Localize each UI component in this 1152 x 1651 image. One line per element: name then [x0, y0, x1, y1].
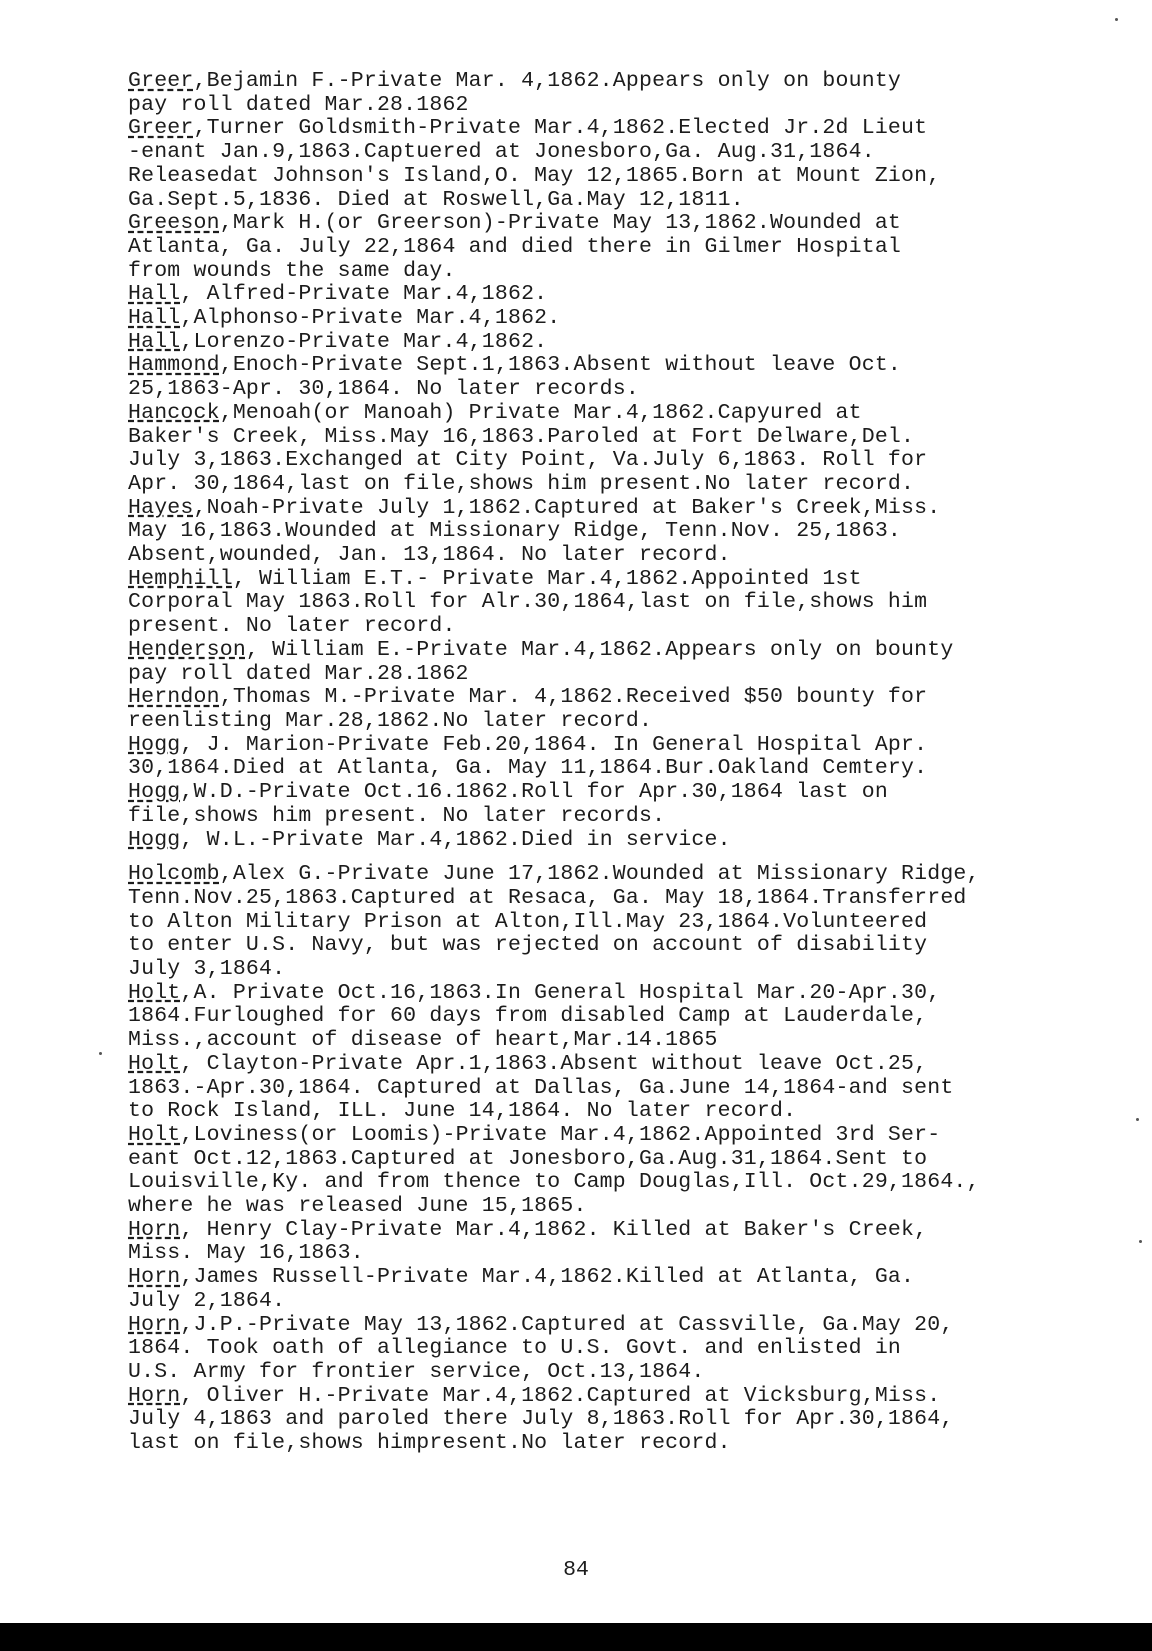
entry-line — [128, 354, 1098, 378]
roster-entry — [128, 1124, 1098, 1219]
page-number: 84 — [563, 1558, 589, 1582]
scan-speck — [1139, 1240, 1142, 1243]
roster-entry — [128, 117, 1098, 212]
roster-entry — [128, 1219, 1098, 1266]
surname: Hogg — [128, 827, 181, 852]
entry-text: , Clayton-Private Apr.1,1863.Absent without leave Oct.25, — [180, 1051, 928, 1076]
roster-entry — [128, 70, 1098, 117]
entry-line — [128, 331, 1098, 355]
entry-line — [128, 1385, 1098, 1409]
roster-entry — [128, 829, 1098, 853]
entry-line — [128, 1053, 1098, 1077]
entry-line: U.S. Army for frontier service, Oct.13,1864. — [128, 1359, 705, 1384]
scan-speck — [1115, 18, 1118, 21]
entry-line — [128, 982, 1098, 1006]
entry-line: 1864.Furloughed for 60 days from disabled Camp at Lauderdale, — [128, 1004, 928, 1029]
entry-text: , Alfred-Private Mar.4,1862. — [180, 282, 548, 307]
entry-line — [128, 402, 1098, 426]
entry-text: ,J.P.-Private May 13,1862.Captured at Cassville, Ga.May 20, — [180, 1312, 954, 1337]
surname: Holcomb — [128, 862, 220, 887]
entry-text: , William E.T.- Private Mar.4,1862.Appointed 1st — [232, 566, 862, 591]
roster-entry — [128, 307, 1098, 331]
roster-entry — [128, 283, 1098, 307]
entry-line: to Rock Island, ILL. June 14,1864. No later record. — [128, 1099, 797, 1124]
surname: Hogg — [128, 732, 181, 757]
entry-text: ,W.D.-Private Oct.16.1862.Roll for Apr.30,1864 last on — [180, 780, 888, 805]
entry-line: July 3,1863.Exchanged at City Point, Va.July 6,1863. Roll for — [128, 448, 928, 473]
entry-text: , Oliver H.-Private Mar.4,1862.Captured at Vicksburg,Miss. — [180, 1383, 941, 1408]
entry-line: Releasedat Johnson's Island,O. May 12,1865.Born at Mount Zion, — [128, 163, 941, 188]
entry-text: ,Thomas M.-Private Mar. 4,1862.Received $50 bounty for — [219, 685, 928, 710]
entry-line: May 16,1863.Wounded at Missionary Ridge, Tenn.Nov. 25,1863. — [128, 519, 902, 544]
entry-line: to Alton Military Prison at Alton,Ill.May 23,1864.Volunteered — [128, 909, 928, 934]
roster-entry — [128, 781, 1098, 828]
scan-speck — [1136, 1118, 1139, 1121]
entry-text: ,Alex G.-Private June 17,1862.Wounded at Missionary Ridge, — [219, 862, 980, 887]
roster-entry — [128, 734, 1098, 781]
entry-line: to enter U.S. Navy, but was rejected on account of disability — [128, 933, 928, 958]
entry-line: 25,1863-Apr. 30,1864. No later records. — [128, 377, 639, 402]
entry-line: from wounds the same day. — [128, 258, 456, 283]
entry-line: Atlanta, Ga. July 22,1864 and died there in Gilmer Hospital — [128, 234, 902, 259]
roster-entry — [128, 354, 1098, 401]
entry-text: ,Alphonso-Private Mar.4,1862. — [180, 306, 561, 331]
entry-line: Ga.Sept.5,1836. Died at Roswell,Ga.May 12,1811. — [128, 187, 744, 212]
entry-line — [128, 1124, 1098, 1148]
entry-line — [128, 307, 1098, 331]
surname: Holt — [128, 1051, 181, 1076]
entry-line — [128, 212, 1098, 236]
surname: Horn — [128, 1217, 181, 1242]
surname: Henderson — [128, 637, 246, 662]
entry-text: , Henry Clay-Private Mar.4,1862. Killed at Baker's Creek, — [180, 1217, 928, 1242]
entry-line — [128, 734, 1098, 758]
surname: Herndon — [128, 685, 220, 710]
roster-entry — [128, 497, 1098, 568]
surname: Hall — [128, 329, 181, 354]
roster-entry — [128, 331, 1098, 355]
entry-line: Louisville,Ky. and from thence to Camp Douglas,Ill. Oct.29,1864., — [128, 1170, 980, 1195]
entry-line — [128, 117, 1098, 141]
entry-line — [128, 829, 1098, 853]
roster-entry — [128, 212, 1098, 283]
entry-line: Absent,wounded, Jan. 13,1864. No later record. — [128, 543, 731, 568]
surname: Greer — [128, 69, 194, 93]
surname: Greeson — [128, 211, 220, 236]
entry-line: Apr. 30,1864,last on file,shows him present.No later record. — [128, 471, 915, 496]
entry-line: July 3,1864. — [128, 957, 286, 982]
entry-line — [128, 70, 1098, 94]
surname: Holt — [128, 1122, 181, 1147]
surname: Hogg — [128, 780, 181, 805]
entry-text: ,Lorenzo-Private Mar.4,1862. — [180, 329, 548, 354]
entry-line: July 4,1863 and paroled there July 8,1863.Roll for Apr.30,1864, — [128, 1407, 954, 1432]
entry-line — [128, 283, 1098, 307]
entry-text: ,A. Private Oct.16,1863.In General Hospital Mar.20-Apr.30, — [180, 980, 941, 1005]
roster-entries — [128, 70, 1098, 1456]
entry-line — [128, 568, 1098, 592]
entry-line: July 2,1864. — [128, 1288, 286, 1313]
roster-entry — [128, 982, 1098, 1053]
entry-line: last on file,shows himpresent.No later record. — [128, 1431, 731, 1456]
entry-line: Tenn.Nov.25,1863.Captured at Resaca, Ga. May 18,1864.Transferred — [128, 885, 967, 910]
scan-speck — [99, 1052, 102, 1055]
entry-line — [128, 686, 1098, 710]
entry-text: ,Noah-Private July 1,1862.Captured at Baker's Creek,Miss. — [193, 495, 941, 520]
roster-entry — [128, 1053, 1098, 1124]
entry-text: ,James Russell-Private Mar.4,1862.Killed at Atlanta, Ga. — [180, 1265, 915, 1290]
entry-line — [128, 863, 1098, 887]
surname: Hayes — [128, 495, 194, 520]
entry-line: reenlisting Mar.28,1862.No later record. — [128, 708, 653, 733]
roster-entry — [128, 639, 1098, 686]
entry-line: present. No later record. — [128, 614, 456, 639]
roster-entry — [128, 402, 1098, 497]
entry-line — [128, 1314, 1098, 1338]
scan-bottom-edge — [0, 1623, 1152, 1651]
entry-line — [128, 781, 1098, 805]
entry-line — [128, 1266, 1098, 1290]
surname: Hammond — [128, 353, 220, 378]
roster-entry — [128, 863, 1098, 982]
entry-text: ,Loviness(or Loomis)-Private Mar.4,1862.Appointed 3rd Ser- — [180, 1122, 941, 1147]
entry-line: where he was released June 15,1865. — [128, 1194, 587, 1219]
entry-text: ,Mark H.(or Greerson)-Private May 13,1862.Wounded at — [219, 211, 902, 236]
roster-entry — [128, 1266, 1098, 1313]
entry-line — [128, 497, 1098, 521]
entry-line: Miss.,account of disease of heart,Mar.14.1865 — [128, 1028, 718, 1053]
entry-line: -enant Jan.9,1863.Captuered at Jonesboro,Ga. Aug.31,1864. — [128, 140, 875, 165]
entry-text: ,Turner Goldsmith-Private Mar.4,1862.Elected Jr.2d Lieut — [193, 116, 928, 141]
roster-entry — [128, 1314, 1098, 1385]
entry-line: file,shows him present. No later records. — [128, 803, 666, 828]
entry-text: , J. Marion-Private Feb.20,1864. In General Hospital Apr. — [180, 732, 928, 757]
entry-line: Miss. May 16,1863. — [128, 1241, 364, 1266]
entry-line: Corporal May 1863.Roll for Alr.30,1864,last on file,shows him — [128, 590, 928, 615]
entry-line: pay roll dated Mar.28.1862 — [128, 661, 469, 686]
entry-text: ,Bejamin F.-Private Mar. 4,1862.Appears only on bounty — [193, 69, 902, 93]
entry-text: , William E.-Private Mar.4,1862.Appears only on bounty — [245, 637, 954, 662]
entry-line: 1863.-Apr.30,1864. Captured at Dallas, Ga.June 14,1864-and sent — [128, 1075, 954, 1100]
roster-entry — [128, 1385, 1098, 1456]
entry-text: , W.L.-Private Mar.4,1862.Died in service. — [180, 827, 731, 852]
entry-line: eant Oct.12,1863.Captured at Jonesboro,Ga.Aug.31,1864.Sent to — [128, 1146, 928, 1171]
entry-line — [128, 1219, 1098, 1243]
surname: Hemphill — [128, 566, 233, 591]
entry-text: ,Enoch-Private Sept.1,1863.Absent without leave Oct. — [219, 353, 902, 378]
entry-line: pay roll dated Mar.28.1862 — [128, 92, 469, 117]
roster-entry — [128, 568, 1098, 639]
surname: Hall — [128, 306, 181, 331]
entry-line: 30,1864.Died at Atlanta, Ga. May 11,1864.Bur.Oakland Cemtery. — [128, 756, 928, 781]
surname: Hall — [128, 282, 181, 307]
surname: Horn — [128, 1312, 181, 1337]
roster-entry — [128, 686, 1098, 733]
surname: Hancock — [128, 400, 220, 425]
surname: Horn — [128, 1383, 181, 1408]
surname: Holt — [128, 980, 181, 1005]
surname: Horn — [128, 1265, 181, 1290]
entry-text: ,Menoah(or Manoah) Private Mar.4,1862.Capyured at — [219, 400, 862, 425]
entry-line: 1864. Took oath of allegiance to U.S. Govt. and enlisted in — [128, 1336, 902, 1361]
entry-line — [128, 639, 1098, 663]
entry-line: Baker's Creek, Miss.May 16,1863.Paroled at Fort Delware,Del. — [128, 424, 915, 449]
surname: Greer — [128, 116, 194, 141]
